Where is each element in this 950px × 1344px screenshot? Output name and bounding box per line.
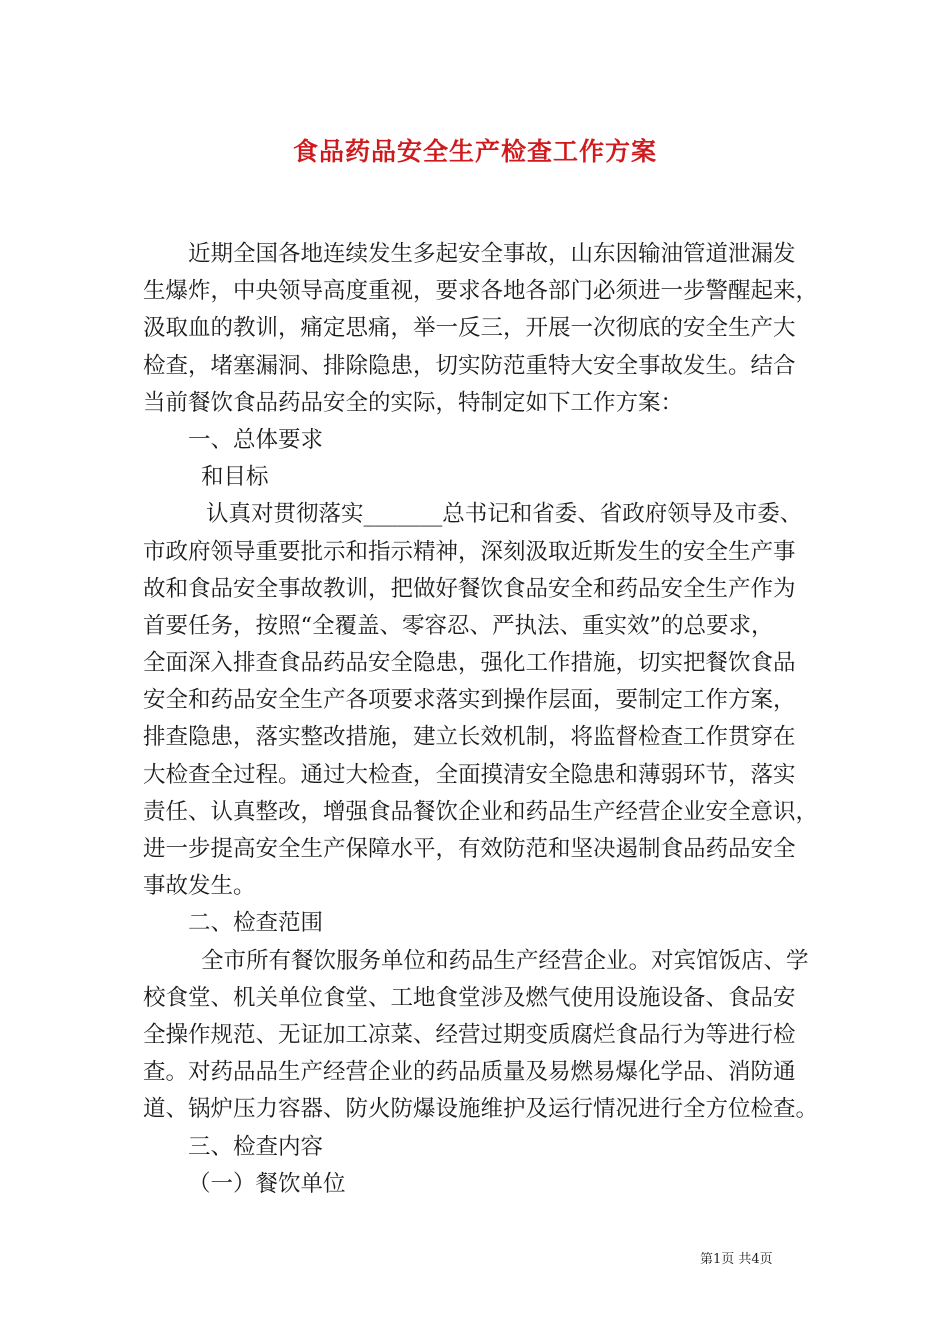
paragraph-line: 排查隐患，落实整改措施，建立长效机制，将监督检查工作贯穿在	[143, 724, 796, 751]
paragraph-line: 故和食品安全事故教训，把做好餐饮食品安全和药品安全生产作为	[143, 575, 796, 602]
paragraph-line: 安全和药品安全生产各项要求落实到操作层面，要制定工作方案，	[143, 687, 796, 714]
paragraph-line: 查。对药品品生产经营企业的药品质量及易燃易爆化学品、消防通	[143, 1059, 796, 1086]
paragraph-line: 首要任务，按照“全覆盖、零容忍、严执法、重实效”的总要求，	[143, 612, 774, 639]
paragraph-line: 近期全国各地连续发生多起安全事故，山东因输油管道泄漏发	[188, 241, 796, 267]
document-title: 食品药品安全生产检查工作方案	[292, 137, 657, 166]
section-heading: 二、检查范围	[188, 910, 324, 937]
paragraph-line: 检查，堵塞漏洞、排除隐患，切实防范重特大安全事故发生。结合	[143, 352, 796, 379]
paragraph-line: 市政府领导重要批示和指示精神，深刻汲取近斯发生的安全生产事	[143, 538, 796, 565]
paragraph-line: 事故发生。	[143, 873, 256, 900]
paragraph-line: 生爆炸，中央领导高度重视，要求各地各部门必须进一步警醒起来，	[143, 278, 819, 305]
paragraph-line: 全面深入排查食品药品安全隐患，强化工作措施，切实把餐饮食品	[143, 650, 796, 677]
section-heading-continued: 和目标	[201, 464, 269, 491]
paragraph-line: 汲取血的教训，痛定思痛，举一反三，开展一次彻底的安全生产大	[143, 315, 796, 342]
paragraph-line: 进一步提高安全生产保障水平，有效防范和坚决遏制食品药品安全	[143, 836, 796, 862]
subsection-heading: （一）餐饮单位	[188, 1170, 346, 1197]
document-body	[143, 236, 819, 1203]
paragraph-line: 全市所有餐饮服务单位和药品生产经营企业。对宾馆饭店、学	[201, 947, 809, 974]
paragraph-line: 道、锅炉压力容器、防火防爆设施维护及运行情况进行全方位检查。	[143, 1096, 819, 1123]
page-number: 第1页 共4页	[700, 1252, 773, 1267]
paragraph-line: 当前餐饮食品药品安全的实际，特制定如下工作方案：	[143, 389, 684, 416]
section-heading: 三、检查内容	[188, 1133, 324, 1160]
paragraph-line: 全操作规范、无证加工凉菜、经营过期变质腐烂食品行为等进行检	[143, 1021, 796, 1048]
paragraph-line: 责任、认真整改，增强食品餐饮企业和药品生产经营企业安全意识，	[143, 798, 819, 825]
paragraph-line: 大检查全过程。通过大检查，全面摸清安全隐患和薄弱环节，落实	[143, 761, 796, 788]
paragraph-line: 认真对贯彻落实_______总书记和省委、省政府领导及市委、	[206, 501, 803, 528]
paragraph-line: 校食堂、机关单位食堂、工地食堂涉及燃气使用设施设备、食品安	[143, 984, 796, 1011]
section-heading: 一、总体要求	[188, 426, 324, 453]
